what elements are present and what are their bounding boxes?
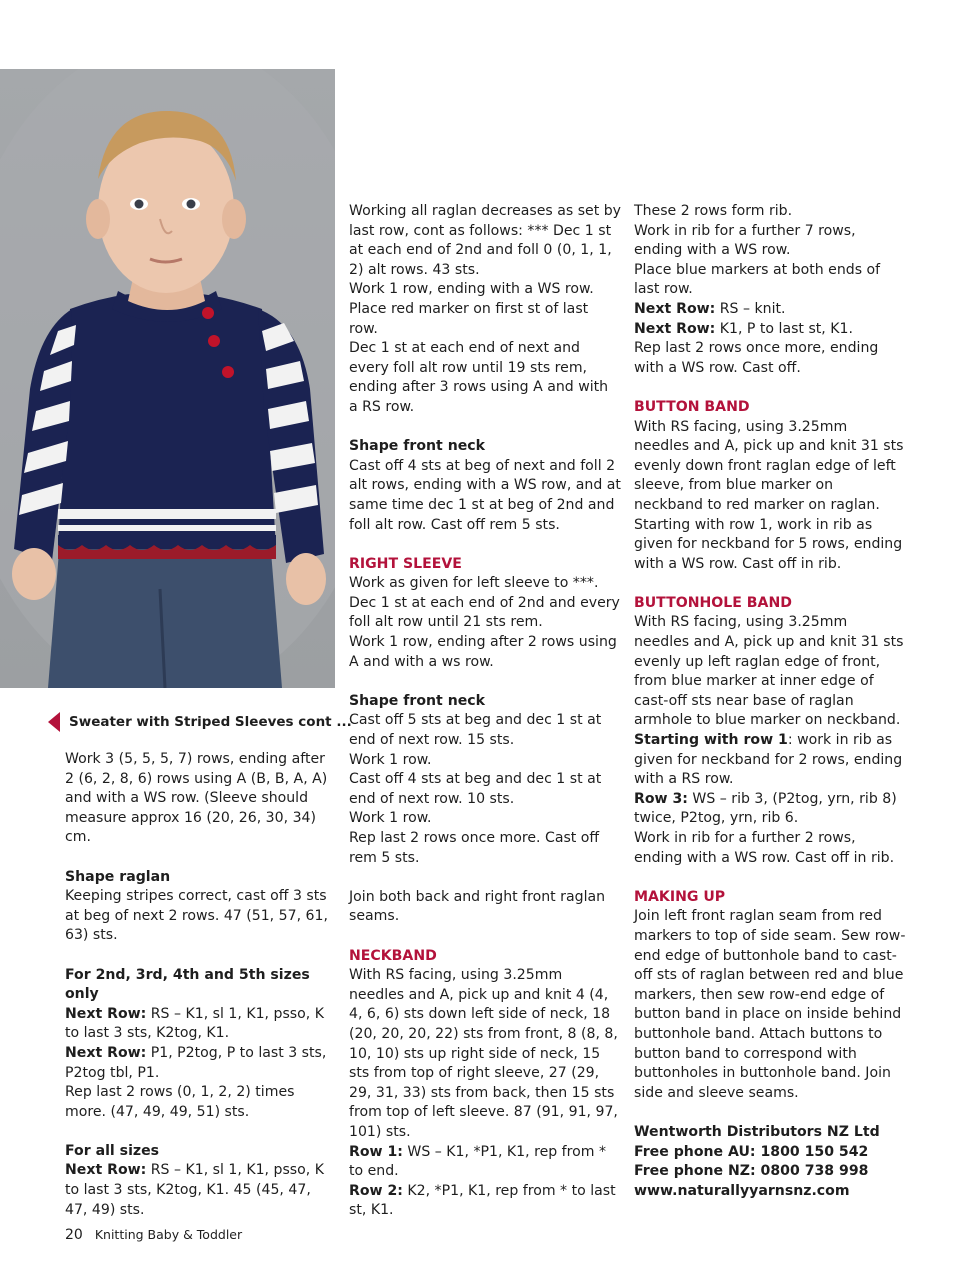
label: Next Row: — [634, 320, 716, 337]
paragraph: Rep last 2 rows once more, ending with a WS row. Cast off. — [634, 340, 879, 376]
distributor-name: Wentworth Distributors NZ Ltd — [634, 1123, 880, 1140]
phone-nz: Free phone NZ: 0800 738 998 — [634, 1163, 869, 1180]
paragraph: Next Row: RS – knit. — [634, 300, 786, 317]
paragraph: Keeping stripes correct, cast off 3 sts at beg of next 2 rows. 47 (51, 57, 61, 63) sts. — [65, 888, 328, 944]
paragraph: Work 1 row, ending with a WS row. — [349, 281, 594, 298]
label: Next Row: — [65, 1162, 147, 1179]
section-heading-all-sizes: For all sizes — [65, 1142, 160, 1159]
paragraph: Next Row: K1, P to last st, K1. — [634, 320, 853, 337]
section-heading-right-sleeve: RIGHT SLEEVE — [349, 555, 462, 572]
section-heading-button-band: BUTTON BAND — [634, 398, 750, 415]
section-heading-buttonhole-band: BUTTONHOLE BAND — [634, 594, 792, 611]
section-heading-neckband: NECKBAND — [349, 947, 437, 964]
paragraph: Work in rib for a further 2 rows, ending with a WS row. Cast off in rib. — [634, 830, 895, 866]
toddler-sweater-illustration — [0, 69, 335, 688]
section-heading-sizes: For 2nd, 3rd, 4th and 5th sizes only — [65, 966, 310, 1003]
paragraph: Dec 1 st at each end of next and every foll alt row until 19 sts rem, ending after 3 rows using A and with a RS row. — [349, 340, 609, 415]
paragraph: Place red marker on first st of last row. — [349, 300, 589, 337]
paragraph: Rep last 2 rows (0, 1, 2, 2) times more. (47, 49, 49, 51) sts. — [65, 1084, 295, 1120]
paragraph: Work 1 row, ending after 2 rows using A and with a ws row. — [349, 634, 617, 670]
paragraph: Cast off 5 sts at beg and dec 1 st at end of next row. 15 sts. — [349, 712, 602, 749]
column-1 — [65, 750, 337, 1220]
section-heading-shape-front-neck: Shape front neck — [349, 692, 486, 709]
paragraph: Work 3 (5, 5, 5, 7) rows, ending after 2 (6, 2, 8, 6) rows using A (B, B, A, A) and with a WS row. (Sleeve should measure approx 16 (20, 26, 30, 34) cm. — [65, 751, 328, 846]
section-heading-shape-raglan: Shape raglan — [65, 868, 171, 885]
paragraph: Working all raglan decreases as set by last row, cont as follows: *** Dec 1 st at each end of 2nd and foll 0 (0, 1, 1, 2) alt rows. 43 sts. — [349, 203, 622, 278]
paragraph: These 2 rows form rib. — [634, 203, 793, 219]
paragraph: Next Row: RS – K1, sl 1, K1, psso, K to last 3 sts, K2tog, K1. 45 (45, 47, 47, 49) sts. — [65, 1162, 324, 1218]
paragraph: Cast off 4 sts at beg and dec 1 st at end of next row. 10 sts. — [349, 771, 602, 807]
page-footer — [65, 1227, 242, 1247]
paragraph: Work 1 row. — [349, 751, 432, 768]
paragraph: Row 3: WS – rib 3, (P2tog, yrn, rib 8) twice, P2tog, yrn, rib 6. — [634, 790, 897, 827]
column-3 — [634, 202, 906, 1201]
page-number: 20 — [65, 1227, 83, 1243]
paragraph: With RS facing, using 3.25mm needles and A, pick up and knit 31 sts evenly up left raglan edge of front, from blue marker at inner edge of cast-off sts near base of raglan armhole to blue marker on neckband. — [634, 614, 904, 729]
paragraph: Next Row: RS – K1, sl 1, K1, psso, K to last 3 sts, K2tog, K1. — [65, 1005, 324, 1042]
triangle-left-icon — [48, 712, 60, 732]
paragraph: Rep last 2 rows once more. Cast off rem 5 sts. — [349, 830, 600, 866]
paragraph: Starting with row 1, work in rib as given for neckband for 5 rows, ending with a WS row. Cast off in rib. — [634, 516, 903, 572]
phone-au: Free phone AU: 1800 150 542 — [634, 1143, 869, 1160]
label: Next Row: — [65, 1005, 147, 1022]
section-heading-shape-front-neck: Shape front neck — [349, 438, 486, 455]
paragraph: Row 2: K2, *P1, K1, rep from * to last st, K1. — [349, 1182, 616, 1219]
paragraph: Starting with row 1: work in rib as given for neckband for 2 rows, ending with a RS row. — [634, 732, 903, 788]
website-link[interactable]: www.naturallyyarnsnz.com — [634, 1182, 850, 1199]
label: Next Row: — [634, 300, 716, 317]
label: Next Row: — [65, 1044, 147, 1061]
label: Starting with row 1 — [634, 732, 788, 749]
paragraph: With RS facing, using 3.25mm needles and A, pick up and knit 4 (4, 4, 6, 6) sts down left side of neck, 18 (20, 20, 20, 22) sts from front, 8 (8, 8, 10, 10) sts up right side of neck, 15 sts from top of right sleeve, 27 (29, 29, 31, 33) sts from back, then 15 sts from top of left sleeve. 87 (91, 91, 97, 101) sts. — [349, 967, 618, 1140]
section-heading-making-up: MAKING UP — [634, 888, 726, 905]
product-photo — [0, 69, 335, 688]
label: Row 2: — [349, 1182, 403, 1199]
paragraph: Work 1 row. — [349, 810, 432, 827]
paragraph: Place blue markers at both ends of last row. — [634, 261, 881, 298]
paragraph: Work as given for left sleeve to ***. — [349, 575, 599, 592]
paragraph: Dec 1 st at each end of 2nd and every foll alt row until 21 sts rem. — [349, 594, 620, 631]
paragraph: Cast off 4 sts at beg of next and foll 2 alt rows, ending with a WS row, and at same time dec 1 st at beg of 2nd and foll alt row. Cast off rem 5 sts. — [349, 457, 621, 533]
label: Row 3: — [634, 790, 688, 807]
paragraph: Join left front raglan seam from red markers to top of side seam. Sew row-end edge of buttonhole band to cast-off sts of raglan between red and blue markers, then sew row-end edge of button band in place on inside behind buttonhole band. Attach buttons to button band to correspond with buttonholes in buttonhole band. Join side and sleeve seams. — [634, 908, 906, 1101]
column-2 — [349, 202, 621, 1221]
label: Row 1: — [349, 1143, 403, 1160]
paragraph: With RS facing, using 3.25mm needles and A, pick up and knit 31 sts evenly down front raglan edge of left sleeve, from blue marker on neckband to red marker on raglan. — [634, 418, 904, 513]
paragraph: Join both back and right front raglan seams. — [349, 888, 606, 925]
continued-caption — [48, 711, 352, 733]
caption-text: Sweater with Striped Sleeves cont ... — [69, 714, 352, 730]
paragraph: Row 1: WS – K1, *P1, K1, rep from * to end. — [349, 1143, 606, 1180]
publication-title: Knitting Baby & Toddler — [94, 1227, 243, 1242]
paragraph: Work in rib for a further 7 rows, ending with a WS row. — [634, 222, 856, 259]
paragraph: Next Row: P1, P2tog, P to last 3 sts, P2tog tbl, P1. — [65, 1044, 327, 1081]
